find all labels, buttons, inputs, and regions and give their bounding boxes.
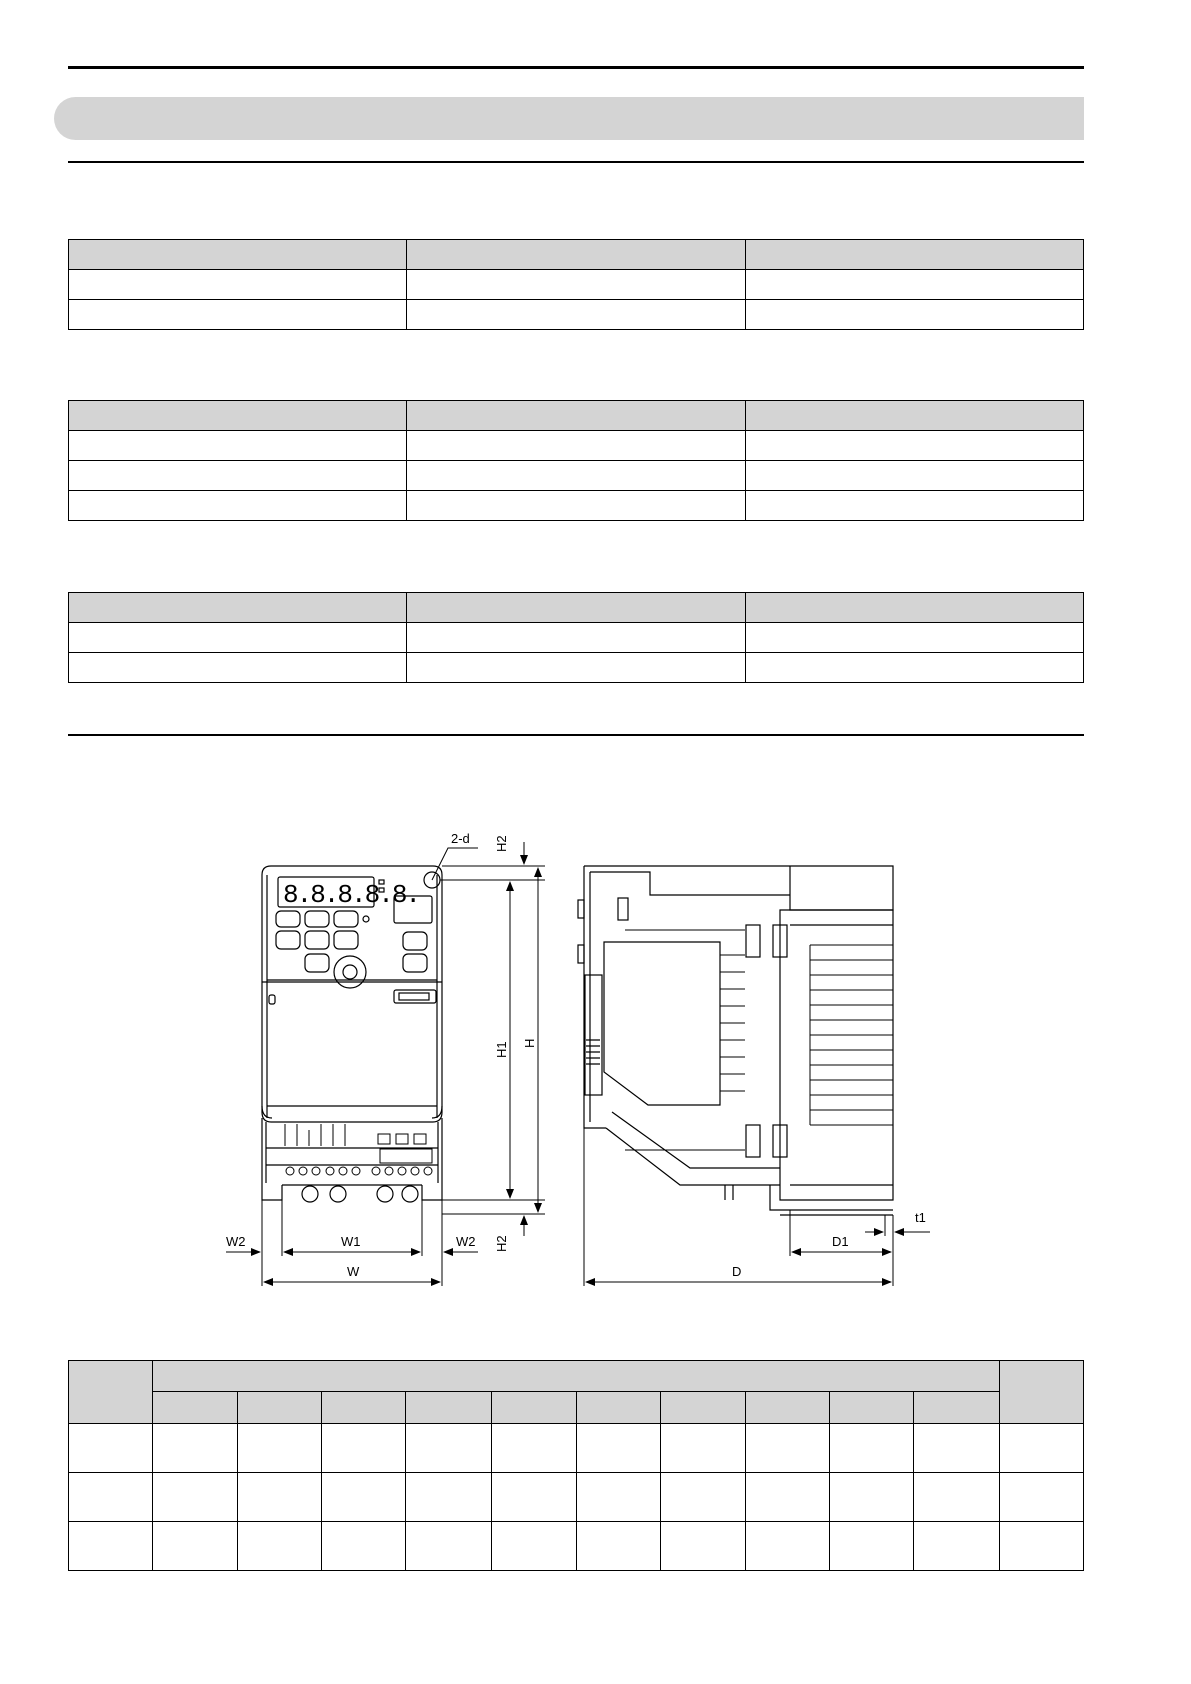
table-cell (237, 1473, 321, 1522)
table-header-row (69, 1361, 1084, 1392)
table-cell (69, 1424, 153, 1473)
table-cell (153, 1473, 237, 1522)
table-cell (576, 1473, 660, 1522)
table-cell (745, 1522, 829, 1571)
table-cell (406, 1522, 491, 1571)
table-cell (914, 1424, 999, 1473)
table-cell (406, 1424, 491, 1473)
table-cell (69, 1473, 153, 1522)
table-cell (153, 1424, 237, 1473)
h-label: H (522, 1038, 537, 1048)
hole-label: 2-d (451, 831, 470, 846)
table-cell (829, 1522, 913, 1571)
d1-label: D1 (832, 1234, 849, 1249)
table-cell (745, 1424, 829, 1473)
table-cell (576, 1522, 660, 1571)
h2-top-label: H2 (494, 835, 509, 852)
table-cell (237, 1424, 321, 1473)
table-header-cell (237, 1392, 321, 1424)
table-header-cell (69, 1361, 153, 1424)
table-row (69, 1473, 1084, 1522)
table-cell (661, 1522, 745, 1571)
table-header-row (69, 1392, 1084, 1424)
w-label: W (347, 1264, 360, 1279)
table-cell (153, 1522, 237, 1571)
table-cell (406, 1473, 491, 1522)
h1-label: H1 (494, 1041, 509, 1058)
table-cell (999, 1522, 1083, 1571)
table-cell (576, 1424, 660, 1473)
table-cell (321, 1522, 405, 1571)
w2-right-label: W2 (456, 1234, 476, 1249)
heat-sink-fins (625, 930, 893, 1150)
table-cell (661, 1424, 745, 1473)
table-header-cell (153, 1392, 237, 1424)
terminal-screws (285, 1124, 432, 1175)
table-header-cell (661, 1392, 745, 1424)
table-header-cell (999, 1361, 1083, 1424)
table-cell (237, 1522, 321, 1571)
table-cell (829, 1424, 913, 1473)
t1-label: t1 (915, 1210, 926, 1225)
table-header-cell (576, 1392, 660, 1424)
front-view (262, 866, 442, 1202)
table-cell (491, 1424, 576, 1473)
table-cell (491, 1473, 576, 1522)
table-header-cell (829, 1392, 913, 1424)
table-cell (69, 1522, 153, 1571)
d-label: D (732, 1264, 742, 1279)
table-header-cell (491, 1392, 576, 1424)
table-header-cell (745, 1392, 829, 1424)
w2-left-label: W2 (226, 1234, 246, 1249)
h2-bottom-label: H2 (494, 1235, 509, 1252)
table-header-cell (914, 1392, 999, 1424)
w1-label: W1 (341, 1234, 361, 1249)
table-cell (999, 1424, 1083, 1473)
table-header-cell (406, 1392, 491, 1424)
table-cell (914, 1522, 999, 1571)
display-digits: 8.8.8.8.8. (283, 880, 420, 910)
table-row (69, 1522, 1084, 1571)
table-cell (661, 1473, 745, 1522)
table-header-cell (321, 1392, 405, 1424)
table-row (69, 1424, 1084, 1473)
table-cell (745, 1473, 829, 1522)
table-cell (829, 1473, 913, 1522)
table-cell (914, 1473, 999, 1522)
table-cell (321, 1424, 405, 1473)
table-cell (321, 1473, 405, 1522)
table-header-cell (153, 1361, 999, 1392)
table-cell (491, 1522, 576, 1571)
table-cell (999, 1473, 1083, 1522)
dimension-table (68, 1360, 1084, 1571)
